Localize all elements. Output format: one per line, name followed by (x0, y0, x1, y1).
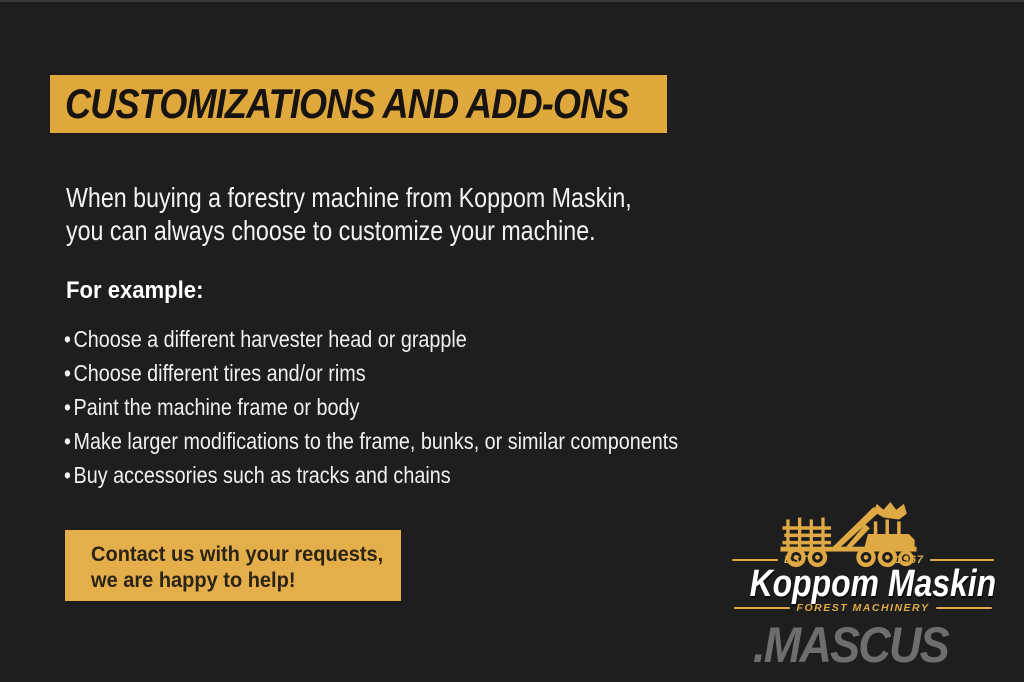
for-example-label: For example: (66, 277, 204, 304)
page-title: CUSTOMIZATIONS AND ADD-ONS (65, 80, 629, 127)
intro-line-1: When buying a forestry machine from Koppom Maskin, (66, 182, 632, 213)
list-item: • Buy accessories such as tracks and chains (64, 462, 451, 488)
logo-est-label: EST (784, 554, 809, 566)
top-edge-strip (0, 0, 1024, 2)
list-item: • Choose a different harvester head or grapple (64, 326, 467, 352)
logo-year-label: 1967 (895, 554, 924, 566)
list-item: • Paint the machine frame or body (64, 394, 360, 420)
bullet-icon: • (64, 428, 71, 454)
bullet-icon: • (64, 326, 71, 352)
intro-paragraph (66, 181, 632, 247)
customization-list (64, 322, 678, 492)
logo-line-right (930, 559, 994, 561)
bullet-icon: • (64, 394, 71, 420)
mascus-watermark: .MASCUS (753, 617, 948, 673)
list-item: • Make larger modifications to the frame, bunks, or similar components (64, 428, 679, 454)
contact-text (65, 530, 384, 593)
logo-tagline: FOREST MACHINERY (796, 602, 930, 614)
logo-tagline-row (734, 602, 992, 614)
contact-callout-box (65, 530, 401, 601)
bullet-icon: • (64, 462, 71, 488)
bullet-icon: • (64, 360, 71, 386)
list-item: • Choose different tires and/or rims (64, 360, 366, 386)
contact-line-2: we are happy to help! (91, 568, 296, 592)
logo-line-left (732, 559, 778, 561)
tagline-line-left (734, 607, 790, 609)
intro-line-2: you can always choose to customize your machine. (66, 215, 596, 246)
contact-line-1: Contact us with your requests, (91, 542, 384, 566)
tagline-line-right (936, 607, 992, 609)
title-banner (50, 75, 667, 133)
logo-brand-name: Koppom Maskin (749, 563, 997, 605)
koppom-maskin-logo (728, 497, 998, 622)
